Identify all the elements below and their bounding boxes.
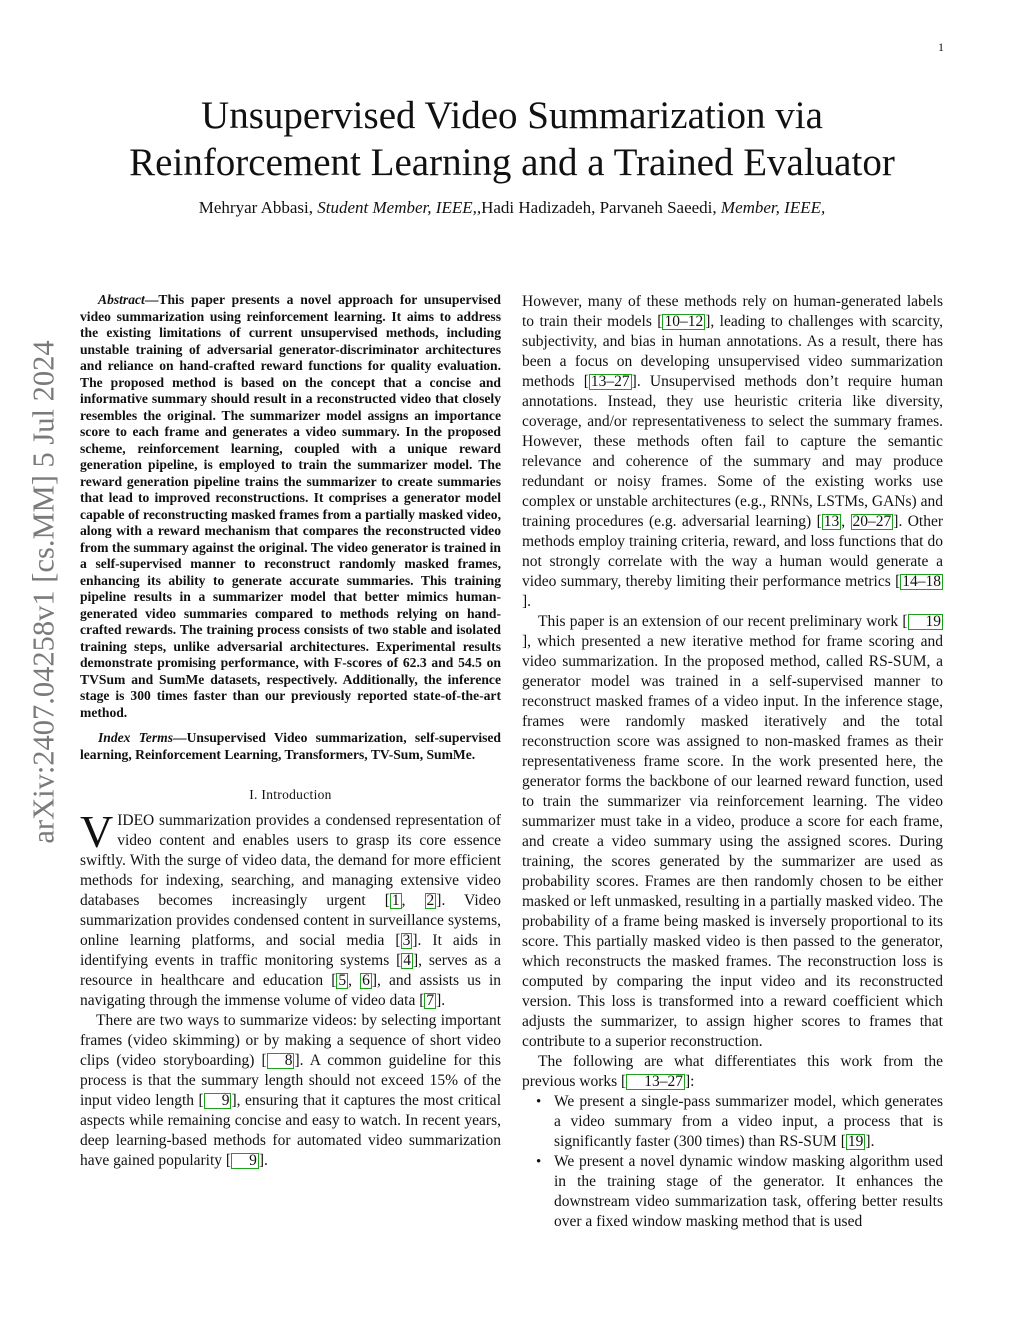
citation-separator: , (841, 513, 851, 530)
paragraph-text: , which presented a new iterative method for frame scoring and video summarization. In the proposed method, called RS-SUM, a generator model was trained in a self-supervised manner to reconstruct masked frames of a video input. In the inference stage, frames were randomly masked iteratively and the total reconstruction score was assigned to non-masked frames as their representativeness frame score. In the work presented here, the generator forms the backbone of our learned reward function, used to train the summarizer via reinforcement learning. The video summarizer must take in a video, produce a score for each frame, and create a video summary using the assigned scores. During training, the scores generated by the summarizer are used as probability scores. Frames are then randomly chosen to be either masked or left unmasked, resulting in a partially masked video. The probability of a frame being masked is inversely proportional to its score. This partially masked video is then passed to the generator, which reconstructs the masked frames. The reconstruction loss is computed by comparing the input video and its reconstructed version. This loss is transformed into a reward coefficient which adjusts the summarizer, to assign higher scores to frames that contribute to a superior reconstruction. (522, 633, 943, 1050)
citation-link[interactable]: 3 (402, 932, 411, 949)
paragraph-text: . A common guideline for this process is that the summary length should not exceed 15% of the input video length (80, 1052, 501, 1109)
paragraph-text: , leading to challenges with scarcity, subjectivity, and bias in human annotations. As a result, there has been a focus on developing unsupervised video summarization methods (522, 313, 943, 390)
paragraph: VIDEO summarization provides a condensed representation of video content and enables users to grasp its core essence swiftly. With the surge of video data, the demand for more efficient methods for indexing, searching, and managing extensive video databases becomes increasingly urgent [ 1 , 2 ]. Video summarization provides condensed content in surveillance systems, online learning platforms, and social media [ 3 ]. It aids in identifying events in traffic monitoring systems [ 4 ], serves as a resource in healthcare and education [ 5 , 6 ], and assists us in navigating through the immense volume of video data [ 7 ]. (80, 806, 501, 1009)
contribution-list (522, 1092, 943, 1232)
abstract-label: Abstract (98, 292, 145, 307)
paragraph-text: . Unsupervised methods don’t require human annotations. Instead, they use heuristic criteria like diversity, coverage, and/or representativeness to select the summary frames. However, these methods often fail to capture the semantic relevance and coherence of the summary and may produce redundant or noisy frames. Some of the existing works use complex or unstable architectures (e.g., RNNs, LSTMs, GANs) and training procedures (e.g. adversarial learning) (522, 373, 943, 530)
author-names: ,Hadi Hadizadeh, Parvaneh Saeedi, (476, 198, 721, 217)
citation-separator: , (348, 972, 361, 989)
author-membership: Student Member, IEEE, (317, 198, 477, 217)
section-heading-introduction: I. Introduction (249, 787, 332, 802)
author-list (80, 198, 944, 218)
citation-link[interactable]: 4 (403, 952, 411, 969)
citation-link[interactable]: 7 (426, 992, 435, 1009)
paragraph-text: IDEO summarization provides a condensed representation of video content and enables users to grasp its core essence swiftly. With the surge of video data, the demand for more efficient methods for indexing, searching, and managing extensive video databases becomes increasingly urgent (80, 812, 501, 909)
paragraph-text: . It aids in identifying events in traffic monitoring systems (80, 932, 501, 969)
arxiv-identifier-stamp[interactable]: arXiv:2407.04258v1 [cs.MM] 5 Jul 2024 (26, 340, 61, 844)
citation-link[interactable]: 2 (426, 892, 435, 909)
bullet-marker: • (536, 1154, 542, 1170)
list-item: • We present a single-pass summarizer model, which generates a video summary from a video input, a process that is significantly faster (300 times) than RS-SUM [ 19 ]. (536, 1093, 943, 1150)
citation-link[interactable]: 10–12 (664, 313, 704, 330)
author-membership: Member, IEEE, (720, 198, 826, 217)
citation-link[interactable]: 9 (231, 1153, 259, 1169)
index-terms-text: —Unsupervised Video summarization, self-supervised learning, Reinforcement Learning, Transformers, TV-Sum, SumMe. (80, 730, 501, 762)
citation-link[interactable]: 13–27 (590, 373, 630, 390)
paragraph-text: The following are what differentiates this work from the previous works (522, 1053, 943, 1090)
abstract (80, 292, 501, 721)
paper-title-line-2: Reinforcement Learning and a Trained Evaluator (129, 141, 895, 184)
citation-link[interactable]: 14–18 (902, 573, 941, 590)
list-item-text: We present a novel dynamic window masking algorithm used in the training stage of the generator. It enhances the downstream video summarization task, offering better results over a fixed window masking method that is used (554, 1153, 943, 1230)
paragraph: The following are what differentiates this work from the previous works [ 13–27 ]: (522, 1053, 943, 1090)
paragraph-text: : (690, 1073, 695, 1090)
drop-cap: V (80, 806, 114, 857)
paragraph: There are two ways to summarize videos: by selecting important frames (video skimming) or by making a sequence of short video clips (video storyboarding) [ 8 ]. A common guideline for this process is that the summary length should not exceed 15% of the input video length [ 9 ], ensuring that it captures the most critical aspects while remaining concise and easy to watch. In recent years, deep learning-based methods for automated video summarization have gained popularity [ 9 ]. (80, 1012, 501, 1169)
citation-link[interactable]: 9 (204, 1093, 232, 1109)
paragraph-text: . Video summarization provides condensed content in surveillance systems, online learning platforms, and social media (80, 892, 501, 949)
citation-link[interactable]: 5 (338, 972, 347, 989)
list-item (522, 1152, 943, 1232)
paragraph-text: , serves as a resource in healthcare and education (80, 952, 501, 989)
citation-link[interactable]: 19 (908, 614, 944, 630)
paragraph: This paper is an extension of our recent preliminary work [ 19], which presented a new iterative method for frame scoring and video summarization. In the proposed method, called RS-SUM, a generator model was trained in a self-supervised manner to reconstruct masked frames of a video input. In the inference stage, frames were randomly masked iteratively and the total reconstruction score was assigned to non-masked frames as their representativeness frame score. In the work presented here, the generator forms the backbone of our learned reward function, used to train the summarizer via reinforcement learning. The video summarizer must take in a video, produce a score for each frame, and create a video summary using the assigned scores. During training, the scores generated by the summarizer are used as probability scores. Frames are then randomly chosen to be either masked or left unmasked, resulting in a partially masked video. The probability of a frame being masked is inversely proportional to its score. This partially masked video is then passed to the generator, which reconstructs the masked frames. The reconstruction loss is computed by comparing the input video and its reconstructed version. This loss is transformed into a reward coefficient which adjusts the summarizer, to assign higher scores to frames that contribute to a superior reconstruction. (522, 613, 943, 1050)
paragraph-text: . (441, 992, 446, 1009)
paragraph-text: , and assists us in navigating through the immense volume of video data (80, 972, 501, 1009)
paper-title-line-1: Unsupervised Video Summarization via (201, 94, 823, 137)
paragraph-text: . Other methods employ training criteria, reward, and loss functions that do not strongly correlate with the way a human would generate a video summary, thereby limiting their performance metrics (522, 513, 943, 590)
paragraph: However, many of these methods rely on human-generated labels to train their models [ 10–12 ], leading to challenges with scarcity, subjectivity, and bias in human annotations. As a result, there has been a focus on developing unsupervised video summarization methods [ 13–27 ]. Unsupervised methods don’t require human annotations. Instead, they use heuristic criteria like diversity, coverage, and/or representativeness to select the summary frames. However, these methods often fail to capture the semantic relevance and coherence of the summary and may produce redundant or noisy frames. Some of the existing works use complex or unstable architectures (e.g., RNNs, LSTMs, GANs) and training procedures (e.g. adversarial learning) [ 13 , 20–27 ]. Other methods employ training criteria, reward, and loss functions that do not strongly correlate with the way a human would generate a video summary, thereby limiting their performance metrics [ 14–18]. (522, 293, 943, 610)
paper-title (80, 92, 944, 186)
paragraph-text: There are two ways to summarize videos: by selecting important frames (video skimming) or by making a sequence of short video clips (video storyboarding) (80, 1012, 501, 1069)
right-column (522, 292, 943, 1282)
paragraph-text: . (264, 1152, 268, 1169)
paragraph-text: . (527, 593, 532, 610)
citation-link[interactable]: 20–27 (852, 513, 892, 530)
citation-link[interactable]: 8 (267, 1053, 295, 1069)
paragraph-text: However, many of these methods rely on human-generated labels to train their models (522, 293, 943, 330)
bullet-marker: • (536, 1094, 542, 1110)
abstract-text: —This paper presents a novel approach for unsupervised video summarization using reinforcement learning. It aims to address the existing limitations of current unsupervised methods, including unstable training of adversarial generator-discriminator architectures and reliance on hand-crafted reward functions for quality evaluation. The proposed method is based on the concept that a concise and informative summary should result in a reconstructed video that closely resembles the original. The summarizer model assigns an importance score to each frame and generates a video summary. In the proposed scheme, reinforcement learning, coupled with a unique reward generation pipeline, is employed to train the summarizer model. The reward generation pipeline trains the summarizer to create summaries that lead to improved reconstructions. It comprises a generator model capable of reconstructing masked frames from a partially masked video, along with a reward mechanism that compares the reconstructed video from the summary against the original. The video generator is trained in a self-supervised manner to reconstruct randomly masked frames, enhancing its ability to generate accurate summaries. This training pipeline results in a summarizer model that better mimics human-generated video summaries compared to methods relying on hand-crafted rewards. The training process consists of two stable and isolated training steps, unlike adversarial architectures. Experimental results demonstrate promising performance, with F-scores of 62.3 and 54.5 on TVSum and SumMe datasets, respectively. Additionally, the inference stage is 300 times faster than our previously reported state-of-the-art method. (80, 292, 501, 720)
left-column (80, 292, 501, 1282)
citation-link[interactable]: 19 (847, 1133, 864, 1150)
author-name: Mehryar Abbasi, (198, 198, 318, 217)
citation-link[interactable]: 6 (362, 972, 370, 989)
page-number: 1 (938, 40, 944, 54)
citation-separator: , (401, 892, 425, 909)
paragraph-text: This paper is an extension of our recent preliminary work (538, 613, 903, 630)
introduction-body-right (522, 292, 943, 1232)
index-terms (80, 730, 501, 763)
introduction-body-left (80, 806, 501, 1171)
citation-link[interactable]: 13–27 (626, 1074, 685, 1090)
paragraph-text: , ensuring that it captures the most critical aspects while remaining concise and easy to watch. In recent years, deep learning-based methods for automated video summarization have gained popularity (80, 1092, 501, 1169)
citation-link[interactable]: 1 (391, 892, 400, 909)
list-item-text: . (870, 1133, 875, 1150)
citation-link[interactable]: 13 (823, 513, 840, 530)
index-terms-label: Index Terms (98, 730, 173, 745)
list-item-text: We present a single-pass summarizer model, which generates a video summary from a video input, a process that is significantly faster (300 times) than RS-SUM (554, 1093, 943, 1150)
